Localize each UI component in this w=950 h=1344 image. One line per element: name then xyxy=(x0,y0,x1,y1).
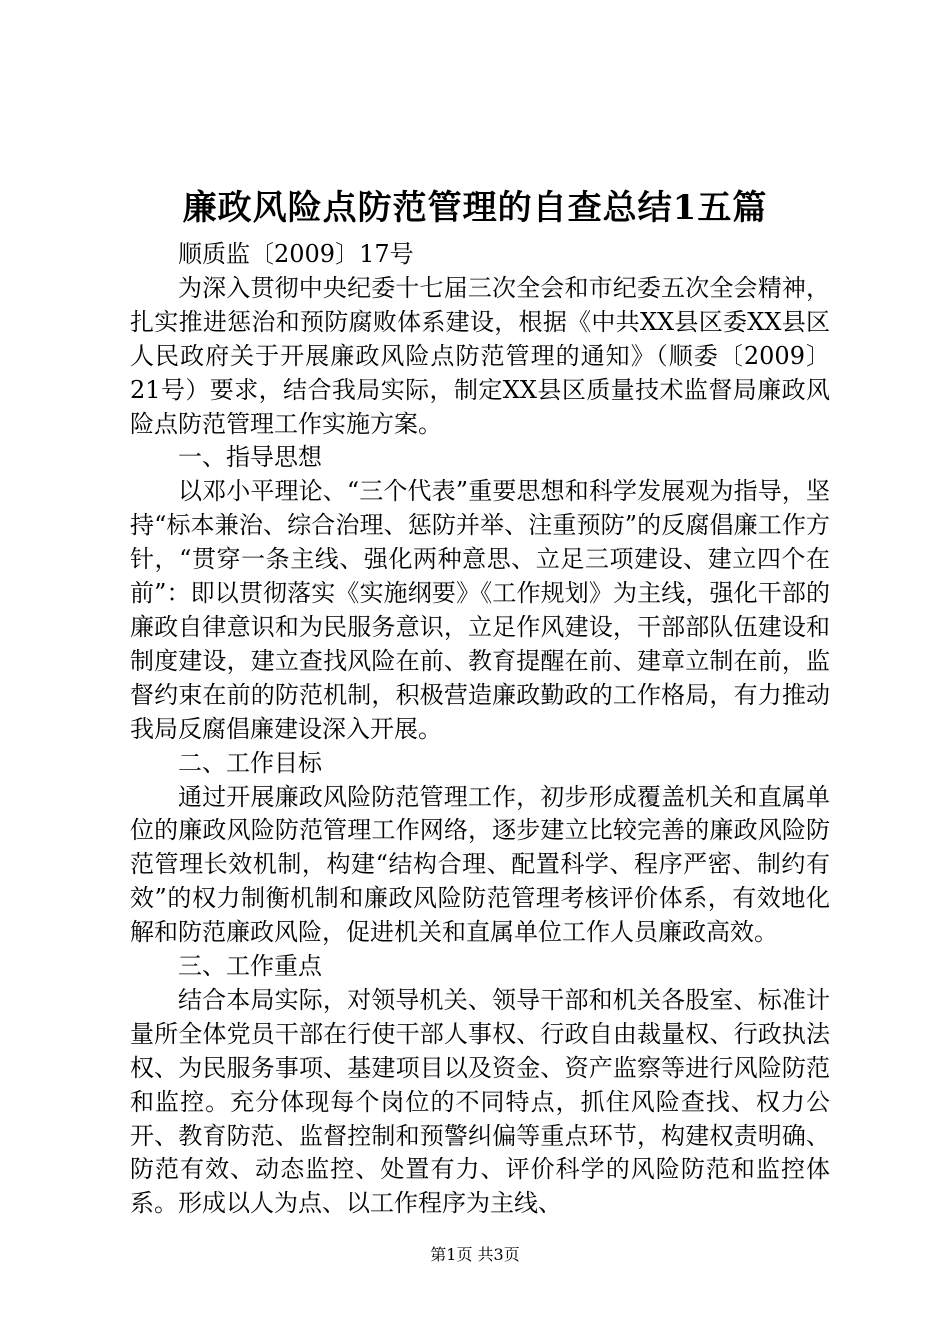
intro-paragraph: 为深入贯彻中央纪委十七届三次全会和市纪委五次全会精神，扎实推进惩治和预防腐败体系建设，根据《中共XX县区委XX县区人民政府关于开展廉政风险点防范管理的通知》（顺委〔2009〕21号）要求，结合我局实际，制定XX县区质量技术监督局廉政风险点防范管理工作实施方案。 xyxy=(130,273,830,438)
section-heading-guiding-ideology: 一、指导思想 xyxy=(178,443,322,472)
section-heading-work-goals: 二、工作目标 xyxy=(178,748,322,777)
page-indicator: 第1页 共3页 xyxy=(430,1245,520,1264)
document-title: 廉政风险点防范管理的自查总结1五篇 xyxy=(182,188,768,228)
document-number: 顺质监〔2009〕17号 xyxy=(178,240,414,268)
document-body xyxy=(130,238,830,1221)
work-goals-paragraph: 通过开展廉政风险防范管理工作，初步形成覆盖机关和直属单位的廉政风险防范管理工作网络，逐步建立比较完善的廉政风险防范管理长效机制，构建“结构合理、配置科学、程序严密、制约有效”的权力制衡机制和廉政风险防范管理考核评价体系，有效地化解和防范廉政风险，促进机关和直属单位工作人员廉政高效。 xyxy=(130,782,830,947)
work-focus-paragraph: 结合本局实际，对领导机关、领导干部和机关各股室、标准计量所全体党员干部在行使干部人事权、行政自由裁量权、行政执法权、为民服务事项、基建项目以及资金、资产监察等进行风险防范和监控。充分体现每个岗位的不同特点，抓住风险查找、权力公开、教育防范、监督控制和预警纠偏等重点环节，构建权责明确、防范有效、动态监控、处置有力、评价科学的风险防范和监控体系。形成以人为点、以工作程序为主线、 xyxy=(130,985,830,1218)
section-heading-work-focus: 三、工作重点 xyxy=(178,952,322,981)
guiding-ideology-paragraph: 以邓小平理论、“三个代表”重要思想和科学发展观为指导，坚持“标本兼治、综合治理、惩防并举、注重预防”的反腐倡廉工作方针，“贯穿一条主线、强化两种意思、立足三项建设、建立四个在前”：即以贯彻落实《实施纲要》《工作规划》为主线，强化干部的廉政自律意识和为民服务意识，立足作风建设，干部部队伍建设和制度建设，建立查找风险在前、教育提醒在前、建章立制在前，监督约束在前的防范机制，积极营造廉政勤政的工作格局，有力推动我局反腐倡廉建设深入开展。 xyxy=(130,477,830,743)
